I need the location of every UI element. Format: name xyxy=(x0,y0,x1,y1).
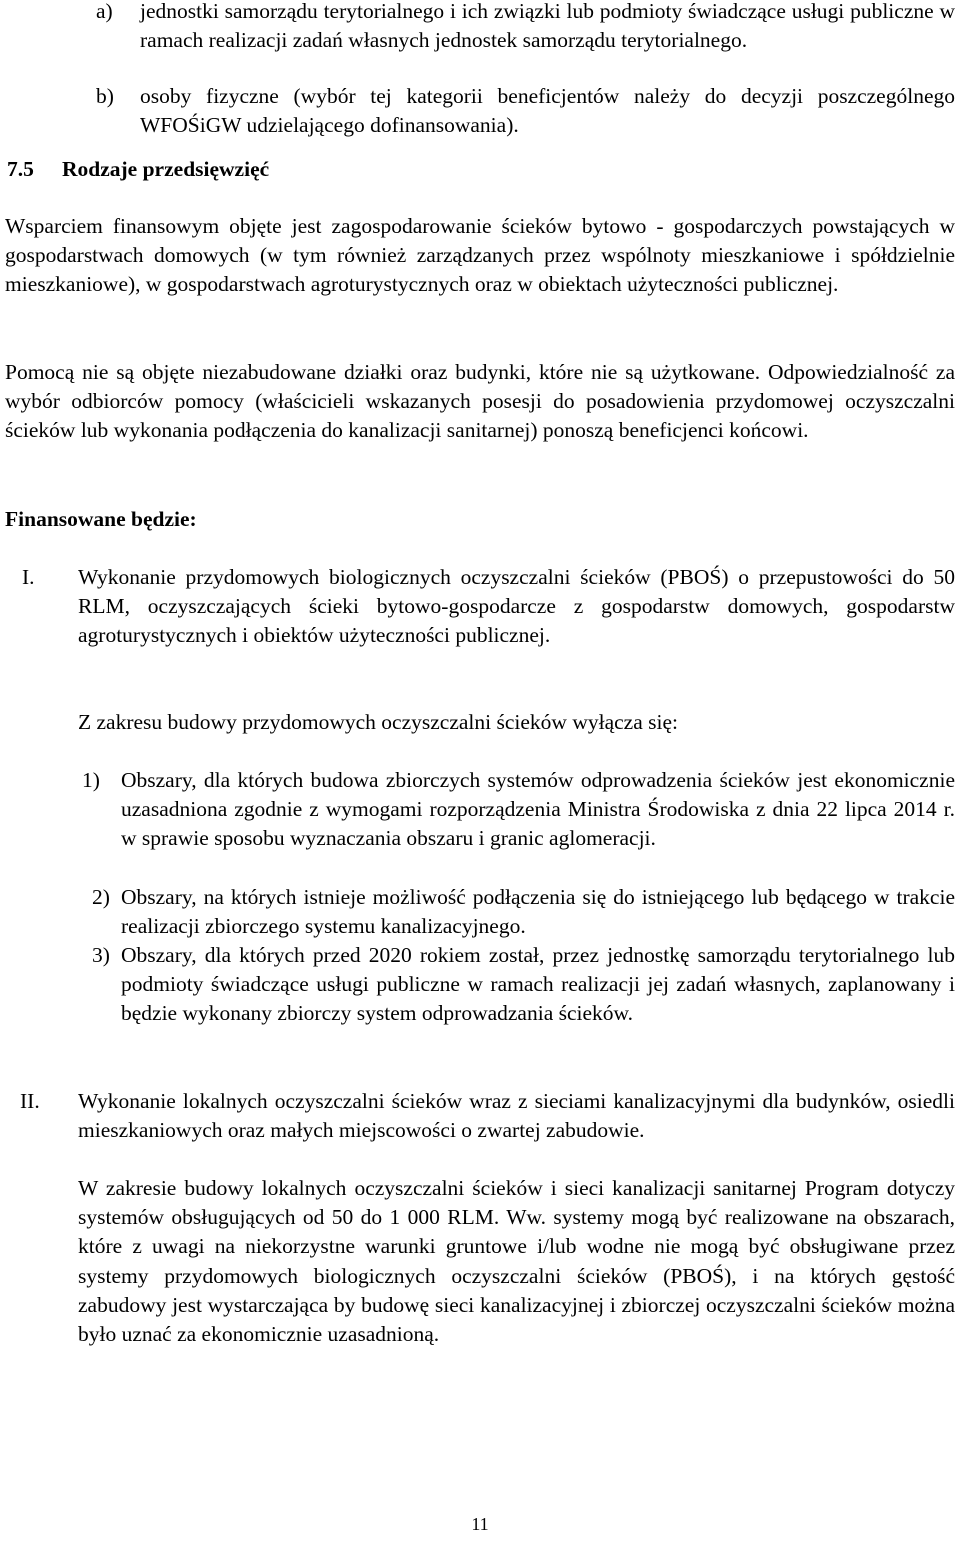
item-II-marker: II. xyxy=(20,1089,40,1113)
list-item-a: jednostki samorządu terytorialnego i ich związki lub podmioty świadczące usługi publiczne w ramach realizacji zadań własnych jednostek samorządu terytorialnego. xyxy=(140,0,955,53)
exclusion-item-3: Obszary, dla których przed 2020 rokiem został, przez jednostkę samorządu terytorialnego lub podmioty świadczące usługi publiczne w ramach realizacji jej zadań własnych, zaplanowany i będzie wykonany zbiorczy system odprowadzania ścieków. xyxy=(121,943,955,1026)
exclusion-item-2: Obszary, na których istnieje możliwość podłączenia się do istniejącego lub będącego w trakcie realizacji zbiorczego systemu kanalizacyjnego. xyxy=(121,885,955,939)
section-number: 7.5 xyxy=(7,157,34,181)
exclusion-intro: Z zakresu budowy przydomowych oczyszczalni ścieków wyłącza się: xyxy=(78,710,678,734)
item-I-text: Wykonanie przydomowych biologicznych oczyszczalni ścieków (PBOŚ) o przepustowości do 50 RLM, oczyszczających ścieki bytowo-gospodarcze z gospodarstw domowych, gospodarstw agroturystycznych i obiektów użyteczności publicznej. xyxy=(78,565,955,648)
financed-heading: Finansowane będzie: xyxy=(5,507,197,531)
section-title: Rodzaje przedsięwzięć xyxy=(62,157,270,181)
paragraph-exclusions-responsibility: Pomocą nie są objęte niezabudowane działki oraz budynki, które nie są użytkowane. Odpowiedzialność za wybór odbiorców pomocy (właścicieli wskazanych posesji do posadowienia przydomowej oczyszczalni ścieków lub wykonania podłączenia do kanalizacji sanitarnej) ponoszą beneficjenci końcowi. xyxy=(5,360,955,443)
list-marker-b: b) xyxy=(96,84,114,108)
exclusion-marker-3: 3) xyxy=(92,943,110,967)
item-II-text: Wykonanie lokalnych oczyszczalni ścieków wraz z sieciami kanalizacyjnymi dla budynków, osiedli mieszkaniowych oraz małych miejscowości o zwartej zabudowie. xyxy=(78,1089,955,1143)
page-number: 11 xyxy=(471,1514,489,1534)
exclusion-marker-1: 1) xyxy=(82,768,100,792)
list-marker-a: a) xyxy=(96,0,113,23)
item-I-marker: I. xyxy=(22,565,35,589)
list-item-b: osoby fizyczne (wybór tej kategorii beneficjentów należy do decyzji poszczególnego WFOŚiGW udzielającego dofinansowania). xyxy=(140,84,955,138)
exclusion-marker-2: 2) xyxy=(92,885,110,909)
item-II-detail: W zakresie budowy lokalnych oczyszczalni ścieków i sieci kanalizacji sanitarnej Program dotyczy systemów obsługujących od 50 do 1 000 RLM. Ww. systemy mogą być realizowane na obszarach, które z uwagi na niekorzystne warunki gruntowe i/lub wodne nie mogą być obsługiwane przez systemy przydomowych biologicznych oczyszczalni ścieków (PBOŚ), i na których gęstość zabudowy jest wystarczająca by budowę sieci kanalizacyjnej i zbiorczej oczyszczalni ścieków można było uznać za ekonomicznie uzasadnioną. xyxy=(78,1176,955,1347)
exclusion-item-1: Obszary, dla których budowa zbiorczych systemów odprowadzenia ścieków jest ekonomicznie uzasadniona zgodnie z wymogami rozporządzenia Ministra Środowiska z dnia 22 lipca 2014 r. w sprawie sposobu wyznaczania obszaru i granic aglomeracji. xyxy=(121,768,955,851)
paragraph-support-scope: Wsparciem finansowym objęte jest zagospodarowanie ścieków bytowo - gospodarczych powstających w gospodarstwach domowych (w tym również zarządzanych przez wspólnoty mieszkaniowe i spółdzielnie mieszkaniowe), w gospodarstwach agroturystycznych oraz w obiektach użyteczności publicznej. xyxy=(5,214,955,297)
